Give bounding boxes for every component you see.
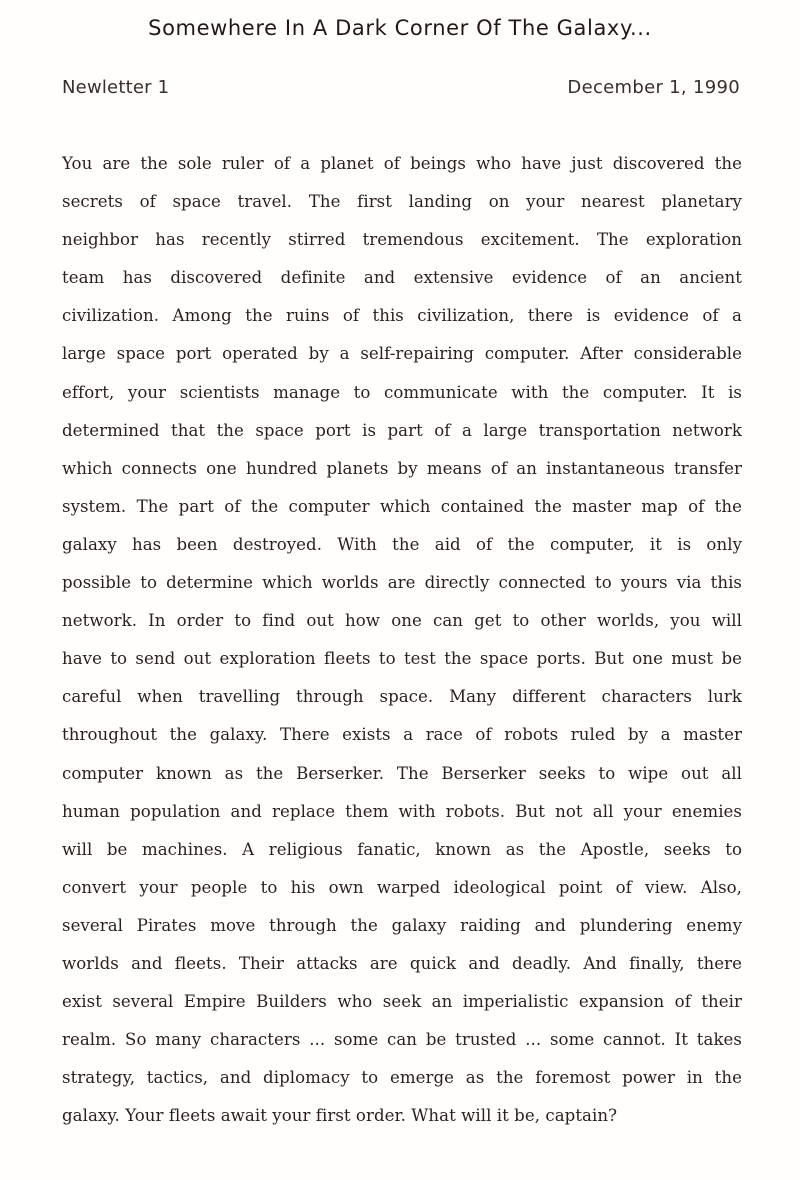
body-line: civilization. Among the ruins of this civilization, there is evidence of a — [62, 306, 742, 326]
body-line: network. In order to find out how one can get to other worlds, you will — [62, 611, 742, 631]
body-line: possible to determine which worlds are directly connected to yours via this — [62, 573, 742, 593]
body-line-last: galaxy. Your fleets await your first order. What will it be, captain? — [62, 1106, 618, 1126]
newsletter-date: December 1, 1990 — [567, 77, 740, 98]
body-line: have to send out exploration fleets to test the space ports. But one must be — [62, 649, 742, 669]
body-line: throughout the galaxy. There exists a race of robots ruled by a master — [62, 725, 742, 745]
body-line: realm. So many characters ... some can be trusted ... some cannot. It takes — [62, 1030, 742, 1050]
body-line: system. The part of the computer which contained the master map of the — [62, 496, 742, 516]
page-title: Somewhere In A Dark Corner Of The Galaxy... — [148, 16, 652, 40]
body-line: computer known as the Berserker. The Berserker seeks to wipe out all — [62, 763, 742, 783]
body-line: secrets of space travel. The first landing on your nearest planetary — [62, 192, 742, 212]
body-line: effort, your scientists manage to communicate with the computer. It is — [62, 382, 742, 402]
body-line: careful when travelling through space. Many different characters lurk — [62, 687, 742, 707]
body-line: which connects one hundred planets by means of an instantaneous transfer — [62, 458, 742, 478]
newsletter-meta-row — [62, 79, 740, 103]
body-line: human population and replace them with robots. But not all your enemies — [62, 801, 742, 821]
body-line: galaxy has been destroyed. With the aid of the computer, it is only — [62, 534, 742, 554]
newsletter-body — [62, 145, 742, 1135]
body-line: will be machines. A religious fanatic, known as the Apostle, seeks to — [62, 839, 742, 859]
body-line: team has discovered definite and extensive evidence of an ancient — [62, 268, 742, 288]
newsletter-number: Newletter 1 — [62, 77, 170, 98]
body-line: large space port operated by a self-repairing computer. After considerable — [62, 344, 742, 364]
body-line: strategy, tactics, and diplomacy to emerge as the foremost power in the — [62, 1068, 742, 1088]
body-line: You are the sole ruler of a planet of beings who have just discovered the — [62, 154, 742, 173]
body-line: convert your people to his own warped ideological point of view. Also, — [62, 877, 742, 897]
body-line: worlds and fleets. Their attacks are quick and deadly. And finally, there — [62, 953, 742, 973]
body-line: neighbor has recently stirred tremendous excitement. The exploration — [62, 230, 742, 250]
body-line: determined that the space port is part of a large transportation network — [62, 420, 742, 440]
body-line: several Pirates move through the galaxy raiding and plundering enemy — [62, 915, 742, 935]
body-line: exist several Empire Builders who seek an imperialistic expansion of their — [62, 992, 742, 1012]
